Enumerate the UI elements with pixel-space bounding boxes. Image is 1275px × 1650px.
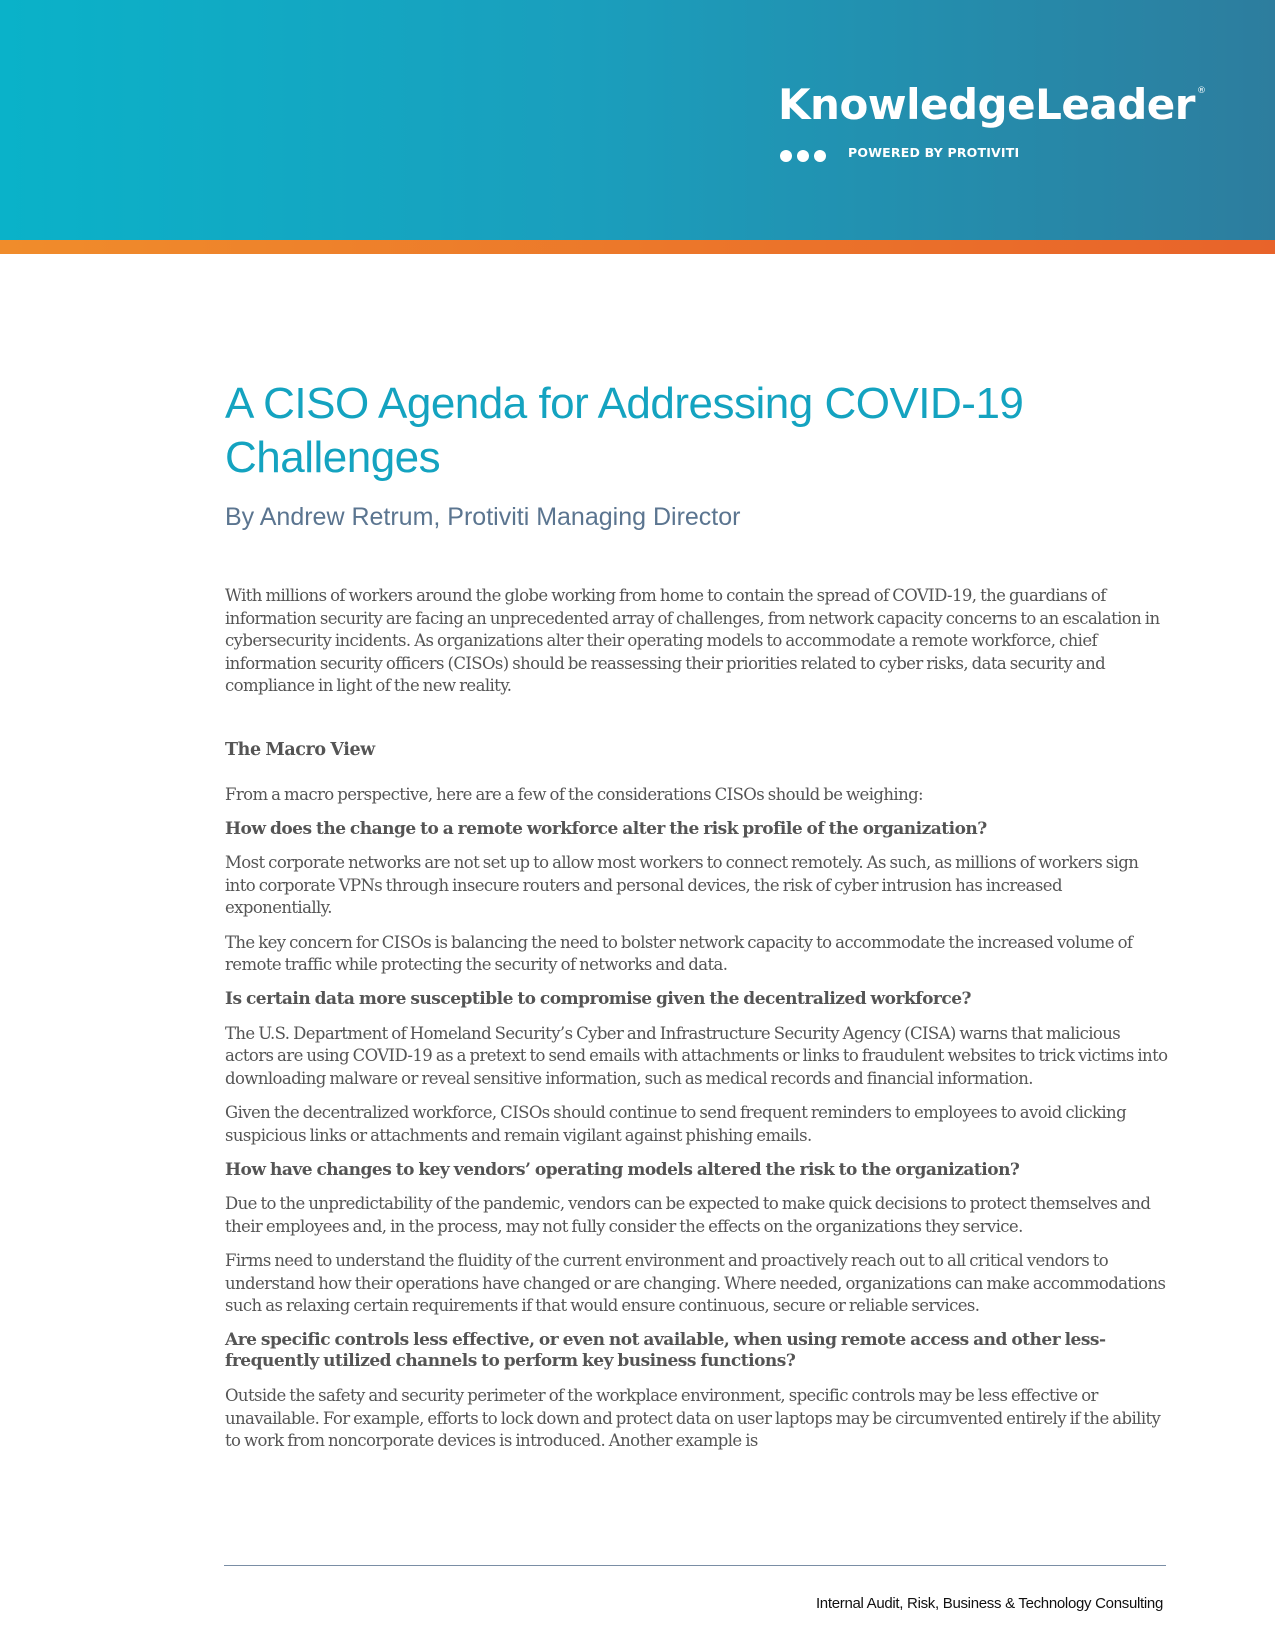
section-lead: From a macro perspective, here are a few of the considerations CISOs should be weighing: bbox=[225, 784, 924, 804]
dot-icon bbox=[797, 150, 809, 162]
dot-icon bbox=[780, 150, 792, 162]
knowledgeleader-logo[interactable] bbox=[778, 80, 1205, 129]
accent-bar bbox=[0, 240, 1275, 254]
page-title: A CISO Agenda for Addressing COVID-19 Challenges bbox=[225, 379, 1024, 482]
dot-icon bbox=[814, 150, 826, 162]
paragraph: Due to the unpredictability of the pandemic, vendors can be expected to make quick decisions to protect themselves and their employees and, in the process, may not fully consider the effects on the organizations they service. bbox=[225, 1194, 1151, 1236]
paragraph: The U.S. Department of Homeland Security’s Cyber and Infrastructure Security Agency (CISA) warns that malicious actors are using COVID-19 as a pretext to send emails with attachments or links to fraudulent websites to trick victims into downloading malware or reveal sensitive information, such as medical records and financial information. bbox=[225, 1023, 1168, 1088]
section-heading: The Macro View bbox=[225, 739, 375, 760]
footer-tagline: Internal Audit, Risk, Business & Technology Consulting bbox=[815, 1595, 1163, 1612]
paragraph: Firms need to understand the fluidity of the current environment and proactively reach out to all critical vendors to understand how their operations have changed or are changing. Where needed, organizations can make accommodations such as relaxing certain requirements if that would ensure continuous, secure or reliable services. bbox=[225, 1251, 1166, 1316]
question-heading: How have changes to key vendors’ operating models altered the risk to the organization? bbox=[225, 1159, 1020, 1180]
paragraph: The key concern for CISOs is balancing the need to bolster network capacity to accommodate the increased volume of remote traffic while protecting the security of networks and data. bbox=[225, 932, 1133, 975]
paragraph: Given the decentralized workforce, CISOs should continue to send frequent reminders to employees to avoid clicking suspicious links or attachments and remain vigilant against phishing emails. bbox=[225, 1103, 1127, 1145]
question-heading: How does the change to a remote workforce alter the risk profile of the organization? bbox=[225, 818, 987, 839]
paragraph: Most corporate networks are not set up to allow most workers to connect remotely. As such, as millions of workers sign into corporate VPNs through insecure routers and personal devices, the risk of cyber intrusion has increased exponentially. bbox=[225, 853, 1139, 918]
header-banner bbox=[0, 0, 1275, 240]
powered-by-text: POWERED BY PROTIVITI bbox=[848, 145, 1020, 160]
article-body bbox=[225, 585, 1170, 1465]
logo-text: KnowledgeLeader bbox=[778, 80, 1195, 129]
paragraph: Outside the safety and security perimeter of the workplace environment, specific controls may be less effective or unavailable. For example, efforts to lock down and protect data on user laptops may be circumvented entirely if the ability to work from noncorporate devices is introduced. Another example is bbox=[225, 1385, 1161, 1451]
question-heading: Are specific controls less effective, or even not available, when using remote access and other less-frequently utilized channels to perform key business functions? bbox=[225, 1329, 1106, 1372]
protiviti-dots-icon bbox=[780, 147, 831, 159]
registered-mark: ® bbox=[1196, 86, 1206, 96]
byline: By Andrew Retrum, Protiviti Managing Director bbox=[225, 503, 741, 531]
intro-paragraph: With millions of workers around the globe working from home to contain the spread of COVID-19, the guardians of information security are facing an unprecedented array of challenges, from network capacity concerns to an escalation in cybersecurity incidents. As organizations alter their operating models to accommodate a remote workforce, chief information security officers (CISOs) should be reassessing their priorities related to cyber risks, data security and compliance in light of the new reality. bbox=[225, 586, 1160, 696]
footer-divider bbox=[224, 1565, 1166, 1566]
question-heading: Is certain data more susceptible to compromise given the decentralized workforce? bbox=[225, 989, 971, 1010]
